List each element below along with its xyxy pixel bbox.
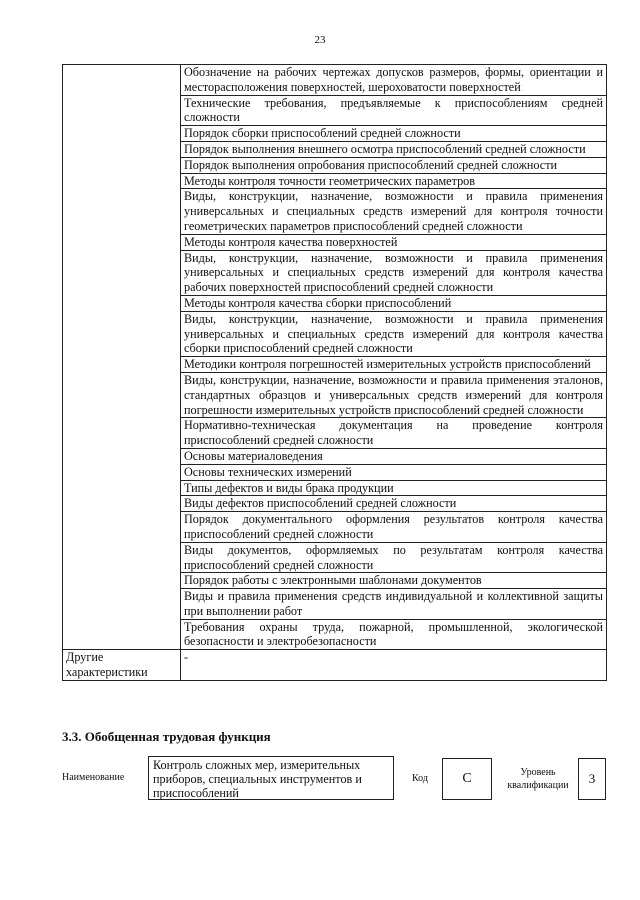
table-row	[63, 650, 607, 681]
knowledge-item: Порядок сборки приспособлений средней сложности	[181, 126, 607, 142]
knowledge-item: Нормативно-техническая документация на проведение контроля приспособлений средней сложности	[181, 418, 607, 449]
code-label: Код	[412, 773, 428, 784]
knowledge-item: Виды, конструкции, назначение, возможности и правила применения универсальных и специальных средств измерений для контроля качества сборки приспособлений средней сложности	[181, 311, 607, 356]
knowledge-item: Виды, конструкции, назначение, возможности и правила применения эталонов, стандартных образцов и универсальных средств измерений для контроля погрешности измерительных устройств приспособлений средней сложности	[181, 372, 607, 417]
knowledge-item: Виды и правила применения средств индивидуальной и коллективной защиты при выполнении работ	[181, 589, 607, 620]
section-heading: 3.3. Обобщенная трудовая функция	[62, 729, 271, 744]
other-characteristics-label: Другие характеристики	[63, 650, 181, 681]
qualification-level-value: 3	[578, 758, 606, 800]
knowledge-item: Виды дефектов приспособлений средней сложности	[181, 496, 607, 512]
knowledge-item: Порядок выполнения внешнего осмотра приспособлений средней сложности	[181, 141, 607, 157]
code-value: C	[442, 758, 492, 800]
knowledge-item: Виды, конструкции, назначение, возможности и правила применения универсальных и специальных средств измерений для контроля точности геометрических параметров приспособлений средней сложности	[181, 189, 607, 234]
knowledge-item: Методы контроля качества поверхностей	[181, 234, 607, 250]
knowledge-item: Виды, конструкции, назначение, возможности и правила применения универсальных и специальных средств измерений для контроля качества рабочих поверхностей приспособлений средней сложности	[181, 250, 607, 295]
knowledge-item: Методы контроля точности геометрических параметров	[181, 173, 607, 189]
knowledge-item: Виды документов, оформляемых по результатам контроля качества приспособлений средней сложности	[181, 542, 607, 573]
knowledge-item: Требования охраны труда, пожарной, промышленной, экологической безопасности и электробезопасности	[181, 619, 607, 650]
knowledge-item: Типы дефектов и виды брака продукции	[181, 480, 607, 496]
other-characteristics-value: -	[181, 650, 607, 681]
knowledge-item: Методы контроля качества сборки приспособлений	[181, 295, 607, 311]
knowledge-item: Порядок работы с электронными шаблонами документов	[181, 573, 607, 589]
knowledge-item: Порядок документального оформления результатов контроля качества приспособлений средней сложности	[181, 512, 607, 543]
knowledge-item: Обозначение на рабочих чертежах допусков размеров, формы, ориентации и месторасположения поверхностей, шероховатости поверхностей	[181, 65, 607, 96]
qualification-level-label: Уровень квалификации	[507, 767, 569, 791]
row-label-empty	[63, 65, 181, 650]
knowledge-item: Технические требования, предъявляемые к приспособлениям средней сложности	[181, 95, 607, 126]
table-row	[63, 65, 607, 96]
function-name-value: Контроль сложных мер, измерительных приборов, специальных инструментов и приспособлений	[148, 756, 394, 800]
knowledge-table	[62, 64, 607, 681]
knowledge-item: Методики контроля погрешностей измерительных устройств приспособлений	[181, 357, 607, 373]
page-number: 23	[314, 34, 326, 46]
knowledge-item: Основы технических измерений	[181, 464, 607, 480]
knowledge-item: Порядок выполнения опробования приспособлений средней сложности	[181, 157, 607, 173]
function-name-label: Наименование	[62, 772, 125, 783]
knowledge-item: Основы материаловедения	[181, 448, 607, 464]
